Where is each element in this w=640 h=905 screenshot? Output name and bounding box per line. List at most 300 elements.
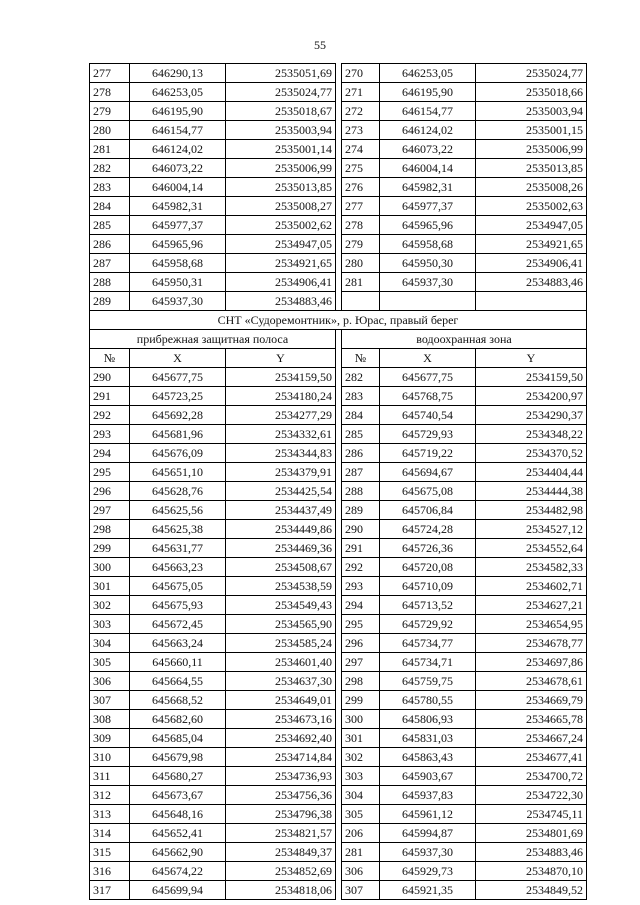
left-y-coordinate: 2535051,69 [226,64,336,83]
left-y-coordinate: 2534585,24 [226,634,336,653]
right-point-number: 281 [342,843,380,862]
right-x-coordinate: 645961,12 [380,805,476,824]
left-point-number: 309 [90,729,130,748]
table-row [90,881,587,900]
left-point-number: 305 [90,653,130,672]
column-header-row [90,349,587,368]
table-row [90,672,587,691]
right-y-coordinate: 2535013,85 [476,159,587,178]
left-x-coordinate: 645723,25 [130,387,226,406]
left-x-coordinate: 645663,24 [130,634,226,653]
right-point-number: 293 [342,577,380,596]
right-point-number: 286 [342,444,380,463]
left-x-coordinate: 645958,68 [130,254,226,273]
left-x-coordinate: 645648,16 [130,805,226,824]
right-y-coordinate: 2535024,77 [476,64,587,83]
right-x-coordinate: 645677,75 [380,368,476,387]
left-y-coordinate: 2535024,77 [226,83,336,102]
right-x-coordinate: 645982,31 [380,178,476,197]
right-x-coordinate: 646124,02 [380,121,476,140]
left-point-number: 301 [90,577,130,596]
right-y-coordinate: 2535002,63 [476,197,587,216]
right-x-coordinate: 645863,43 [380,748,476,767]
left-x-coordinate: 646195,90 [130,102,226,121]
left-y-coordinate: 2534180,24 [226,387,336,406]
table-row [90,482,587,501]
left-zone-title: прибрежная защитная полоса [90,330,336,349]
right-y-coordinate: 2534801,69 [476,824,587,843]
right-y-coordinate: 2534665,78 [476,710,587,729]
table-row [90,691,587,710]
zone-title-row [90,330,587,349]
left-point-number: 299 [90,539,130,558]
table-row [90,805,587,824]
left-point-number: 277 [90,64,130,83]
right-point-number: 298 [342,672,380,691]
right-x-coordinate: 645675,08 [380,482,476,501]
right-point-number: 283 [342,387,380,406]
left-x-coordinate: 645625,56 [130,501,226,520]
left-point-number: 298 [90,520,130,539]
left-point-number: 278 [90,83,130,102]
right-point-number: 282 [342,368,380,387]
right-x-coordinate: 646073,22 [380,140,476,159]
left-x-coordinate: 645950,31 [130,273,226,292]
right-y-coordinate: 2535008,26 [476,178,587,197]
table-row [90,368,587,387]
right-y-coordinate: 2534677,41 [476,748,587,767]
right-y-coordinate: 2534697,86 [476,653,587,672]
right-y-coordinate: 2534527,12 [476,520,587,539]
table-row [90,634,587,653]
right-y-header: Y [476,349,587,368]
left-x-coordinate: 645682,60 [130,710,226,729]
left-point-number: 287 [90,254,130,273]
right-point-number: 206 [342,824,380,843]
left-x-coordinate: 645679,98 [130,748,226,767]
left-x-coordinate: 645680,27 [130,767,226,786]
right-x-coordinate: 645729,93 [380,425,476,444]
right-x-coordinate: 645903,67 [380,767,476,786]
right-x-coordinate: 645734,71 [380,653,476,672]
right-point-number: 291 [342,539,380,558]
right-point-number: 284 [342,406,380,425]
left-num-header: № [90,349,130,368]
right-point-number: 281 [342,273,380,292]
left-x-coordinate: 645675,93 [130,596,226,615]
right-x-coordinate: 645710,09 [380,577,476,596]
left-point-number: 282 [90,159,130,178]
right-y-coordinate: 2534678,61 [476,672,587,691]
left-y-coordinate: 2534601,40 [226,653,336,672]
table-row [90,140,587,159]
right-y-coordinate: 2534290,37 [476,406,587,425]
right-x-coordinate: 645921,35 [380,881,476,900]
page-number: 55 [314,38,326,52]
bottom-section-rows [90,368,587,900]
right-point-number: 290 [342,520,380,539]
section-title: СНТ «Судоремонтник», р. Юрас, правый берег [90,311,587,330]
left-point-number: 297 [90,501,130,520]
left-y-coordinate: 2535008,27 [226,197,336,216]
left-point-number: 286 [90,235,130,254]
left-point-number: 289 [90,292,130,311]
left-point-number: 307 [90,691,130,710]
left-point-number: 284 [90,197,130,216]
right-y-coordinate: 2534947,05 [476,216,587,235]
right-y-coordinate: 2534678,77 [476,634,587,653]
right-point-number: 300 [342,710,380,729]
right-y-coordinate: 2534444,38 [476,482,587,501]
left-y-coordinate: 2534425,54 [226,482,336,501]
right-point-number: 292 [342,558,380,577]
right-y-coordinate: 2534667,24 [476,729,587,748]
left-point-number: 310 [90,748,130,767]
right-y-coordinate: 2534159,50 [476,368,587,387]
right-x-coordinate: 646004,14 [380,159,476,178]
right-y-coordinate: 2534906,41 [476,254,587,273]
table-row [90,159,587,178]
left-x-coordinate: 645676,09 [130,444,226,463]
section-header [90,311,587,368]
left-x-coordinate: 645677,75 [130,368,226,387]
table-row [90,862,587,881]
table-row [90,254,587,273]
left-point-number: 281 [90,140,130,159]
right-y-coordinate: 2535001,15 [476,121,587,140]
right-x-coordinate: 645768,75 [380,387,476,406]
left-x-coordinate: 645662,90 [130,843,226,862]
right-point-number: 306 [342,862,380,881]
table-row [90,178,587,197]
left-x-coordinate: 645699,94 [130,881,226,900]
right-x-coordinate: 646253,05 [380,64,476,83]
table-row [90,729,587,748]
left-point-number: 317 [90,881,130,900]
right-point-number: 287 [342,463,380,482]
left-point-number: 316 [90,862,130,881]
right-y-coordinate: 2534745,11 [476,805,587,824]
right-y-coordinate: 2534552,64 [476,539,587,558]
table-row [90,463,587,482]
right-y-coordinate: 2534627,21 [476,596,587,615]
right-y-coordinate: 2534883,46 [476,273,587,292]
right-point-number [342,292,380,311]
right-point-number: 301 [342,729,380,748]
left-y-coordinate: 2534277,29 [226,406,336,425]
left-point-number: 292 [90,406,130,425]
right-zone-title: водоохранная зона [342,330,587,349]
left-x-coordinate: 645673,67 [130,786,226,805]
right-x-coordinate: 645958,68 [380,235,476,254]
table-row [90,767,587,786]
right-x-coordinate: 645977,37 [380,197,476,216]
table-row [90,824,587,843]
left-y-coordinate: 2534565,90 [226,615,336,634]
left-y-coordinate: 2534379,91 [226,463,336,482]
right-point-number: 277 [342,197,380,216]
table-row [90,121,587,140]
left-x-coordinate: 645664,55 [130,672,226,691]
left-y-coordinate: 2534796,38 [226,805,336,824]
left-point-number: 285 [90,216,130,235]
left-y-coordinate: 2534159,50 [226,368,336,387]
left-x-coordinate: 645982,31 [130,197,226,216]
left-x-coordinate: 645625,38 [130,520,226,539]
left-point-number: 294 [90,444,130,463]
table-row [90,558,587,577]
right-point-number: 270 [342,64,380,83]
right-x-coordinate: 645965,96 [380,216,476,235]
right-x-coordinate: 645726,36 [380,539,476,558]
table-row [90,520,587,539]
right-x-coordinate: 645937,83 [380,786,476,805]
left-x-coordinate: 646073,22 [130,159,226,178]
table-row [90,710,587,729]
left-x-coordinate: 645692,28 [130,406,226,425]
right-point-number: 278 [342,216,380,235]
table-row [90,235,587,254]
right-point-number: 271 [342,83,380,102]
right-y-coordinate: 2534404,44 [476,463,587,482]
right-y-coordinate: 2534870,10 [476,862,587,881]
right-point-number: 299 [342,691,380,710]
left-point-number: 288 [90,273,130,292]
left-point-number: 314 [90,824,130,843]
right-y-coordinate: 2535018,66 [476,83,587,102]
right-x-coordinate: 646154,77 [380,102,476,121]
right-point-number: 305 [342,805,380,824]
right-x-coordinate: 645720,08 [380,558,476,577]
right-point-number: 295 [342,615,380,634]
left-point-number: 304 [90,634,130,653]
left-y-coordinate: 2534692,40 [226,729,336,748]
left-x-coordinate: 645652,41 [130,824,226,843]
left-y-coordinate: 2535002,62 [226,216,336,235]
left-y-coordinate: 2535018,67 [226,102,336,121]
table-row [90,273,587,292]
left-x-coordinate: 645937,30 [130,292,226,311]
right-x-coordinate [380,292,476,311]
left-point-number: 302 [90,596,130,615]
left-point-number: 296 [90,482,130,501]
left-x-coordinate: 645674,22 [130,862,226,881]
left-y-coordinate: 2535003,94 [226,121,336,140]
left-x-coordinate: 646004,14 [130,178,226,197]
right-point-number: 288 [342,482,380,501]
right-point-number: 294 [342,596,380,615]
right-y-coordinate: 2534722,30 [476,786,587,805]
left-point-number: 290 [90,368,130,387]
right-point-number: 285 [342,425,380,444]
right-x-coordinate: 645831,03 [380,729,476,748]
right-x-coordinate: 645729,92 [380,615,476,634]
left-x-coordinate: 645672,45 [130,615,226,634]
left-point-number: 308 [90,710,130,729]
left-point-number: 303 [90,615,130,634]
left-point-number: 279 [90,102,130,121]
left-y-coordinate: 2534818,06 [226,881,336,900]
left-y-coordinate: 2534756,36 [226,786,336,805]
right-point-number: 289 [342,501,380,520]
right-y-coordinate: 2534669,79 [476,691,587,710]
table-row [90,83,587,102]
left-y-coordinate: 2534469,36 [226,539,336,558]
left-point-number: 291 [90,387,130,406]
top-section-rows [90,64,587,311]
left-point-number: 306 [90,672,130,691]
left-x-coordinate: 645965,96 [130,235,226,254]
left-x-coordinate: 645660,11 [130,653,226,672]
right-y-coordinate: 2534654,95 [476,615,587,634]
right-x-coordinate: 645937,30 [380,843,476,862]
left-y-coordinate: 2534344,83 [226,444,336,463]
right-point-number: 273 [342,121,380,140]
table-row [90,501,587,520]
left-y-coordinate: 2534736,93 [226,767,336,786]
left-x-coordinate: 645663,23 [130,558,226,577]
left-y-coordinate: 2534508,67 [226,558,336,577]
right-x-coordinate: 645994,87 [380,824,476,843]
right-y-coordinate: 2534602,71 [476,577,587,596]
left-y-coordinate: 2534437,49 [226,501,336,520]
right-x-coordinate: 645929,73 [380,862,476,881]
coordinates-table [89,63,587,900]
left-y-coordinate: 2535013,85 [226,178,336,197]
left-point-number: 280 [90,121,130,140]
table-row [90,596,587,615]
left-x-coordinate: 645685,04 [130,729,226,748]
left-y-header: Y [226,349,336,368]
right-x-coordinate: 645706,84 [380,501,476,520]
table-row [90,387,587,406]
left-x-coordinate: 646154,77 [130,121,226,140]
left-y-coordinate: 2534673,16 [226,710,336,729]
table-row [90,653,587,672]
right-x-coordinate: 645694,67 [380,463,476,482]
left-y-coordinate: 2534332,61 [226,425,336,444]
left-y-coordinate: 2534449,86 [226,520,336,539]
table-row [90,197,587,216]
right-point-number: 297 [342,653,380,672]
right-x-coordinate: 645719,22 [380,444,476,463]
left-point-number: 313 [90,805,130,824]
left-y-coordinate: 2534549,43 [226,596,336,615]
right-point-number: 280 [342,254,380,273]
left-point-number: 311 [90,767,130,786]
left-x-coordinate: 645668,52 [130,691,226,710]
right-x-coordinate: 645759,75 [380,672,476,691]
right-y-coordinate: 2534921,65 [476,235,587,254]
table-row [90,615,587,634]
left-y-coordinate: 2535001,14 [226,140,336,159]
right-x-coordinate: 645713,52 [380,596,476,615]
right-y-coordinate: 2534883,46 [476,843,587,862]
left-x-coordinate: 646290,13 [130,64,226,83]
left-point-number: 293 [90,425,130,444]
left-x-coordinate: 646124,02 [130,140,226,159]
right-y-coordinate: 2534200,97 [476,387,587,406]
right-point-number: 272 [342,102,380,121]
left-y-coordinate: 2534947,05 [226,235,336,254]
table-row [90,406,587,425]
left-x-coordinate: 645675,05 [130,577,226,596]
right-point-number: 276 [342,178,380,197]
right-y-coordinate: 2534482,98 [476,501,587,520]
right-y-coordinate [476,292,587,311]
right-point-number: 304 [342,786,380,805]
right-y-coordinate: 2534700,72 [476,767,587,786]
table-row [90,577,587,596]
right-y-coordinate: 2535003,94 [476,102,587,121]
table-row [90,539,587,558]
table-row [90,843,587,862]
table-row [90,425,587,444]
table-row [90,444,587,463]
right-x-coordinate: 645740,54 [380,406,476,425]
right-x-header: X [380,349,476,368]
left-point-number: 295 [90,463,130,482]
table-row [90,216,587,235]
right-num-header: № [342,349,380,368]
right-x-coordinate: 645806,93 [380,710,476,729]
left-x-header: X [130,349,226,368]
right-point-number: 279 [342,235,380,254]
left-y-coordinate: 2534714,84 [226,748,336,767]
left-x-coordinate: 645628,76 [130,482,226,501]
left-y-coordinate: 2534921,65 [226,254,336,273]
left-y-coordinate: 2534852,69 [226,862,336,881]
left-y-coordinate: 2534649,01 [226,691,336,710]
right-point-number: 303 [342,767,380,786]
right-point-number: 307 [342,881,380,900]
right-y-coordinate: 2535006,99 [476,140,587,159]
left-x-coordinate: 645977,37 [130,216,226,235]
left-point-number: 312 [90,786,130,805]
right-point-number: 274 [342,140,380,159]
left-y-coordinate: 2534849,37 [226,843,336,862]
right-x-coordinate: 645950,30 [380,254,476,273]
right-point-number: 302 [342,748,380,767]
left-y-coordinate: 2534538,59 [226,577,336,596]
table-row [90,64,587,83]
right-point-number: 296 [342,634,380,653]
left-point-number: 300 [90,558,130,577]
right-x-coordinate: 645937,30 [380,273,476,292]
right-y-coordinate: 2534849,52 [476,881,587,900]
right-x-coordinate: 645780,55 [380,691,476,710]
right-y-coordinate: 2534582,33 [476,558,587,577]
left-point-number: 315 [90,843,130,862]
table-row [90,292,587,311]
left-y-coordinate: 2534883,46 [226,292,336,311]
left-y-coordinate: 2534906,41 [226,273,336,292]
right-x-coordinate: 645724,28 [380,520,476,539]
left-x-coordinate: 645631,77 [130,539,226,558]
table-row [90,102,587,121]
left-x-coordinate: 645681,96 [130,425,226,444]
table-row [90,786,587,805]
left-y-coordinate: 2534637,30 [226,672,336,691]
left-y-coordinate: 2534821,57 [226,824,336,843]
right-x-coordinate: 646195,90 [380,83,476,102]
section-title-row [90,311,587,330]
right-x-coordinate: 645734,77 [380,634,476,653]
right-y-coordinate: 2534348,22 [476,425,587,444]
right-point-number: 275 [342,159,380,178]
left-x-coordinate: 646253,05 [130,83,226,102]
left-x-coordinate: 645651,10 [130,463,226,482]
